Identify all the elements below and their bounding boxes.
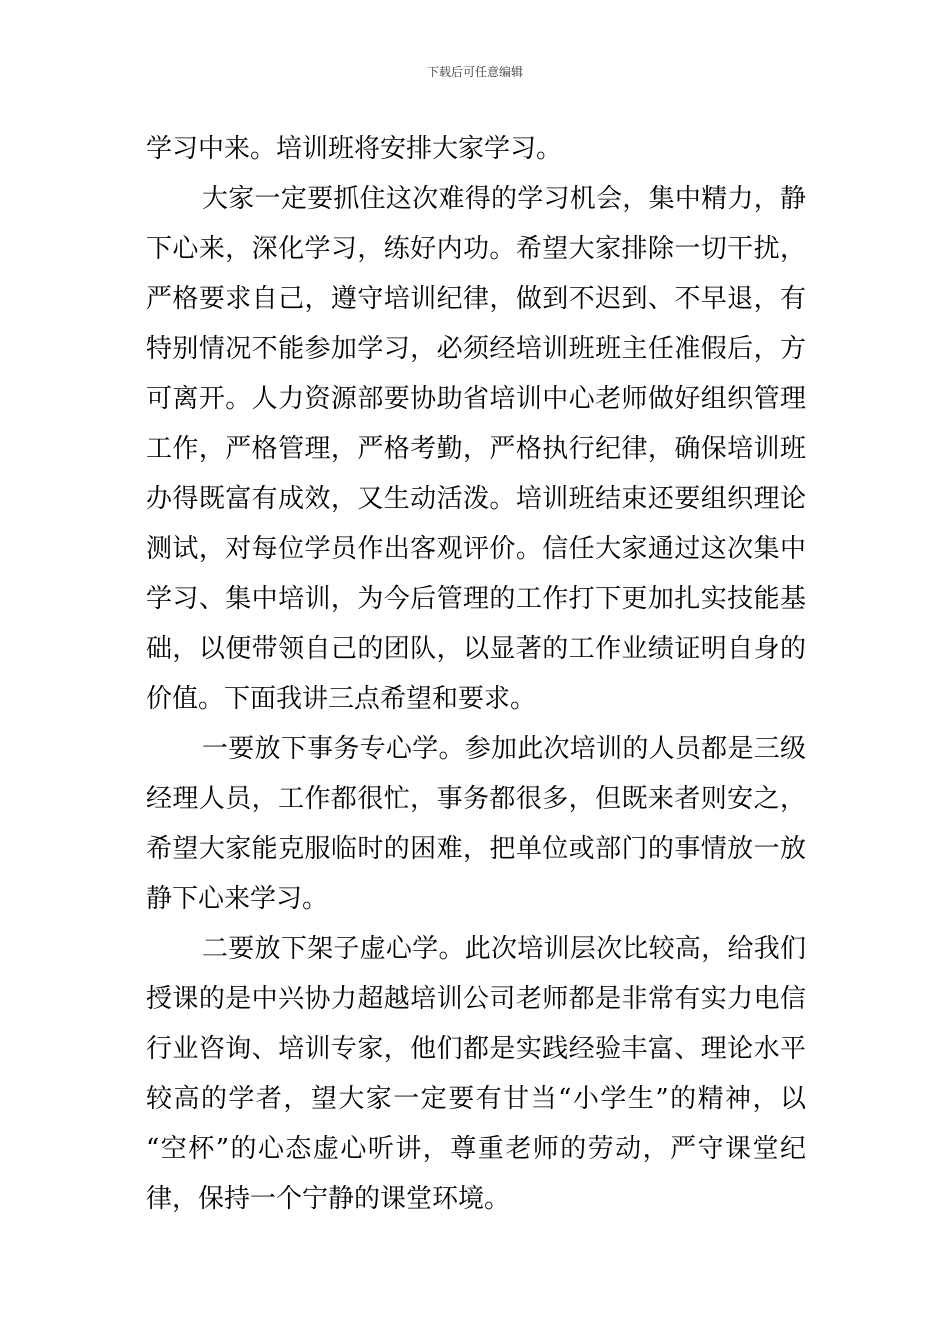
paragraph-line: 可离开。人力资源部要协助省培训中心老师做好组织管理 bbox=[146, 384, 806, 414]
paragraph-line: 二要放下架子虚心学。此次培训层次比较高，给我们 bbox=[202, 934, 806, 964]
paragraph-line: 希望大家能克服临时的困难，把单位或部门的事情放一放 bbox=[146, 834, 806, 864]
paragraph-line: “空杯”的心态虚心听讲，尊重老师的劳动，严守课堂纪 bbox=[146, 1134, 806, 1164]
paragraph-line: 经理人员，工作都很忙，事务都很多，但既来者则安之， bbox=[146, 784, 806, 814]
paragraph bbox=[146, 724, 806, 924]
paragraph bbox=[146, 924, 806, 1224]
paragraph-line: 础，以便带领自己的团队，以显著的工作业绩证明自身的 bbox=[146, 634, 806, 664]
document-body bbox=[146, 124, 806, 1224]
paragraph-line: 学习、集中培训，为今后管理的工作打下更加扎实技能基 bbox=[146, 584, 806, 614]
paragraph-line: 学习中来。培训班将安排大家学习。 bbox=[146, 134, 563, 164]
paragraph-line: 办得既富有成效，又生动活泼。培训班结束还要组织理论 bbox=[146, 484, 806, 514]
page-header: 下载后可任意编辑 bbox=[426, 65, 523, 79]
paragraph-line: 较高的学者，望大家一定要有甘当“小学生”的精神，以 bbox=[146, 1084, 806, 1114]
paragraph-line: 律，保持一个宁静的课堂环境。 bbox=[146, 1184, 511, 1214]
paragraph-line: 工作，严格管理，严格考勤，严格执行纪律，确保培训班 bbox=[146, 434, 806, 464]
paragraph-line: 特别情况不能参加学习，必须经培训班班主任准假后，方 bbox=[146, 334, 806, 364]
paragraph-line: 下心来，深化学习，练好内功。希望大家排除一切干扰， bbox=[146, 234, 806, 264]
paragraph-line: 严格要求自己，遵守培训纪律，做到不迟到、不早退，有 bbox=[146, 284, 806, 314]
paragraph-line: 价值。下面我讲三点希望和要求。 bbox=[146, 684, 537, 714]
paragraph bbox=[146, 174, 806, 724]
paragraph-line: 授课的是中兴协力超越培训公司老师都是非常有实力电信 bbox=[146, 984, 806, 1014]
paragraph-line: 大家一定要抓住这次难得的学习机会，集中精力，静 bbox=[202, 184, 806, 214]
paragraph-line: 静下心来学习。 bbox=[146, 884, 329, 914]
paragraph-line: 行业咨询、培训专家，他们都是实践经验丰富、理论水平 bbox=[146, 1034, 806, 1064]
paragraph-line: 一要放下事务专心学。参加此次培训的人员都是三级 bbox=[202, 734, 806, 764]
paragraph bbox=[146, 124, 806, 174]
paragraph-line: 测试，对每位学员作出客观评价。信任大家通过这次集中 bbox=[146, 534, 806, 564]
